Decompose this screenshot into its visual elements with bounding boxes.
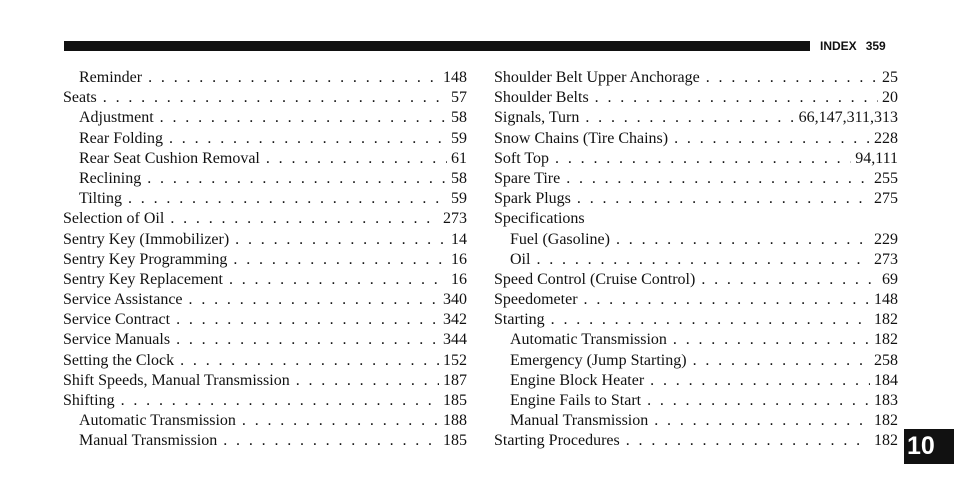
index-page-number: 182 — [874, 331, 898, 349]
index-term: Setting the Clock — [63, 351, 175, 369]
index-term: Speedometer — [494, 291, 578, 309]
index-entry — [494, 129, 898, 149]
index-page-number: 58 — [451, 109, 467, 127]
index-term: Snow Chains (Tire Chains) — [494, 129, 669, 147]
index-term: Service Manuals — [63, 331, 171, 349]
index-term: Fuel (Gasoline) — [510, 230, 610, 248]
index-page-number: 182 — [874, 311, 898, 329]
header-section: INDEX — [820, 39, 857, 53]
index-entry — [63, 149, 467, 169]
dot-leader — [176, 330, 439, 350]
index-term: Adjustment — [79, 109, 154, 127]
dot-leader — [176, 310, 439, 330]
dot-leader — [674, 129, 870, 149]
index-term: Spark Plugs — [494, 190, 571, 208]
index-term: Specifications — [494, 210, 585, 228]
dot-leader — [706, 68, 878, 88]
dot-leader — [180, 351, 439, 371]
index-page-number: 185 — [443, 432, 467, 450]
index-term: Service Assistance — [63, 291, 183, 309]
index-page-number: 58 — [451, 169, 467, 187]
index-term: Soft Top — [494, 149, 550, 167]
index-page-number: 152 — [443, 351, 467, 369]
index-entry — [494, 149, 898, 169]
index-entry — [63, 270, 467, 290]
index-page-number: 59 — [451, 129, 467, 147]
index-term: Sentry Key Programming — [63, 250, 228, 268]
index-entry — [494, 209, 898, 229]
index-term: Shoulder Belts — [494, 89, 589, 107]
index-entry — [63, 169, 467, 189]
index-term: Starting — [494, 311, 545, 329]
index-page-number: 228 — [874, 129, 898, 147]
index-page-number: 340 — [443, 291, 467, 309]
index-entry — [63, 431, 467, 451]
index-entry — [494, 391, 898, 411]
index-entry — [494, 230, 898, 250]
index-page-number: 148 — [443, 69, 467, 86]
index-page-number: 57 — [451, 89, 467, 107]
dot-leader — [626, 431, 870, 451]
dot-leader — [147, 169, 447, 189]
index-entry — [494, 250, 898, 270]
index-page-number: 66,147,311,313 — [798, 109, 898, 127]
dot-leader — [229, 270, 447, 290]
index-page-number: 188 — [443, 412, 467, 430]
dot-leader — [169, 129, 447, 149]
dot-leader — [128, 189, 447, 209]
index-entry — [494, 290, 898, 310]
index-term: Automatic Transmission — [79, 412, 236, 430]
index-page-number: 258 — [874, 351, 898, 369]
index-term: Speed Control (Cruise Control) — [494, 270, 696, 288]
index-term: Shift Speeds, Manual Transmission — [63, 371, 290, 389]
index-term: Sentry Key Replacement — [63, 270, 223, 288]
index-page-number: 59 — [451, 190, 467, 208]
index-term: Tilting — [79, 190, 122, 208]
index-term: Manual Transmission — [510, 412, 649, 430]
index-term: Engine Fails to Start — [510, 392, 642, 409]
index-term: Automatic Transmission — [510, 331, 667, 349]
dot-leader — [555, 149, 851, 169]
index-page-number: 273 — [443, 210, 467, 228]
index-entry — [494, 88, 898, 108]
index-page-number: 273 — [874, 250, 898, 268]
index-entry — [494, 108, 898, 128]
dot-leader — [566, 169, 870, 189]
index-term: Service Contract — [63, 311, 171, 329]
index-term: Selection of Oil — [63, 210, 165, 228]
dot-leader — [242, 411, 439, 431]
index-term: Engine Block Heater — [510, 371, 645, 389]
index-page-number: 148 — [874, 291, 898, 309]
dot-leader — [647, 391, 870, 411]
dot-leader — [584, 290, 870, 310]
header-page-number: 359 — [865, 39, 886, 53]
dot-leader — [650, 371, 870, 391]
dot-leader — [595, 88, 878, 108]
index-entry — [63, 108, 467, 128]
index-page-number: 275 — [874, 190, 898, 208]
chapter-tab: 10 — [904, 429, 954, 464]
index-page-number: 14 — [451, 230, 467, 248]
index-term: Reminder — [79, 69, 143, 86]
index-page-number: 185 — [443, 392, 467, 409]
dot-leader — [121, 391, 439, 411]
index-page-number: 344 — [443, 331, 467, 349]
index-entry — [63, 290, 467, 310]
index-term: Rear Folding — [79, 129, 163, 147]
index-entry — [494, 330, 898, 350]
index-term: Shifting — [63, 392, 115, 409]
index-entry — [63, 310, 467, 330]
index-page-number: 16 — [451, 270, 467, 288]
index-page-number: 69 — [882, 270, 898, 288]
dot-leader — [170, 209, 439, 229]
index-term: Spare Tire — [494, 169, 561, 187]
index-page-number: 182 — [874, 412, 898, 430]
index-entry — [63, 189, 467, 209]
index-entry — [63, 129, 467, 149]
index-term: Sentry Key (Immobilizer) — [63, 230, 230, 248]
index-page-number: 183 — [874, 392, 898, 409]
index-term: Rear Seat Cushion Removal — [79, 149, 260, 167]
index-page-number: 184 — [874, 371, 898, 389]
index-page-number: 20 — [882, 89, 898, 107]
index-entry — [494, 351, 898, 371]
dot-leader — [103, 88, 447, 108]
index-entry — [63, 88, 467, 108]
dot-leader — [233, 250, 447, 270]
index-term: Reclining — [79, 169, 142, 187]
index-term: Signals, Turn — [494, 109, 580, 127]
index-entry — [494, 270, 898, 290]
index-column-right — [494, 68, 898, 452]
index-page-number: 25 — [882, 69, 898, 86]
index-term: Seats — [63, 89, 97, 107]
dot-leader — [654, 411, 870, 431]
index-page-number: 255 — [874, 169, 898, 187]
index-entry — [63, 250, 467, 270]
dot-leader — [160, 108, 447, 128]
dot-leader — [536, 250, 870, 270]
index-column-left — [63, 68, 467, 452]
index-entry — [494, 411, 898, 431]
index-page-number: 182 — [874, 432, 898, 450]
dot-leader — [189, 290, 439, 310]
dot-leader — [577, 189, 870, 209]
dot-leader — [296, 371, 439, 391]
index-page-number: 187 — [443, 371, 467, 389]
index-entry — [63, 230, 467, 250]
dot-leader — [148, 68, 439, 88]
index-entry — [494, 68, 898, 88]
dot-leader — [701, 270, 878, 290]
dot-leader — [693, 351, 870, 371]
dot-leader — [235, 230, 447, 250]
index-entry — [494, 310, 898, 330]
dot-leader — [266, 149, 447, 169]
running-header — [820, 38, 900, 54]
header-rule — [64, 41, 810, 51]
dot-leader — [673, 330, 870, 350]
index-page-number: 229 — [874, 230, 898, 248]
index-entry — [63, 351, 467, 371]
index-entry — [63, 391, 467, 411]
index-entry — [494, 169, 898, 189]
index-term: Manual Transmission — [79, 432, 218, 450]
index-entry — [494, 189, 898, 209]
index-term: Oil — [510, 250, 531, 268]
index-entry — [63, 330, 467, 350]
index-entry — [63, 209, 467, 229]
index-entry — [63, 371, 467, 391]
dot-leader — [223, 431, 439, 451]
index-page-number: 61 — [451, 149, 467, 167]
index-term: Starting Procedures — [494, 432, 620, 450]
dot-leader — [616, 230, 870, 250]
dot-leader — [551, 310, 870, 330]
index-page-number: 94,111 — [855, 149, 898, 167]
index-entry — [494, 371, 898, 391]
index-page-number: 16 — [451, 250, 467, 268]
dot-leader — [585, 108, 794, 128]
index-entry — [494, 431, 898, 451]
index-term: Emergency (Jump Starting) — [510, 351, 687, 369]
index-entry — [63, 68, 467, 88]
index-page-number: 342 — [443, 311, 467, 329]
index-entry — [63, 411, 467, 431]
index-term: Shoulder Belt Upper Anchorage — [494, 69, 700, 86]
